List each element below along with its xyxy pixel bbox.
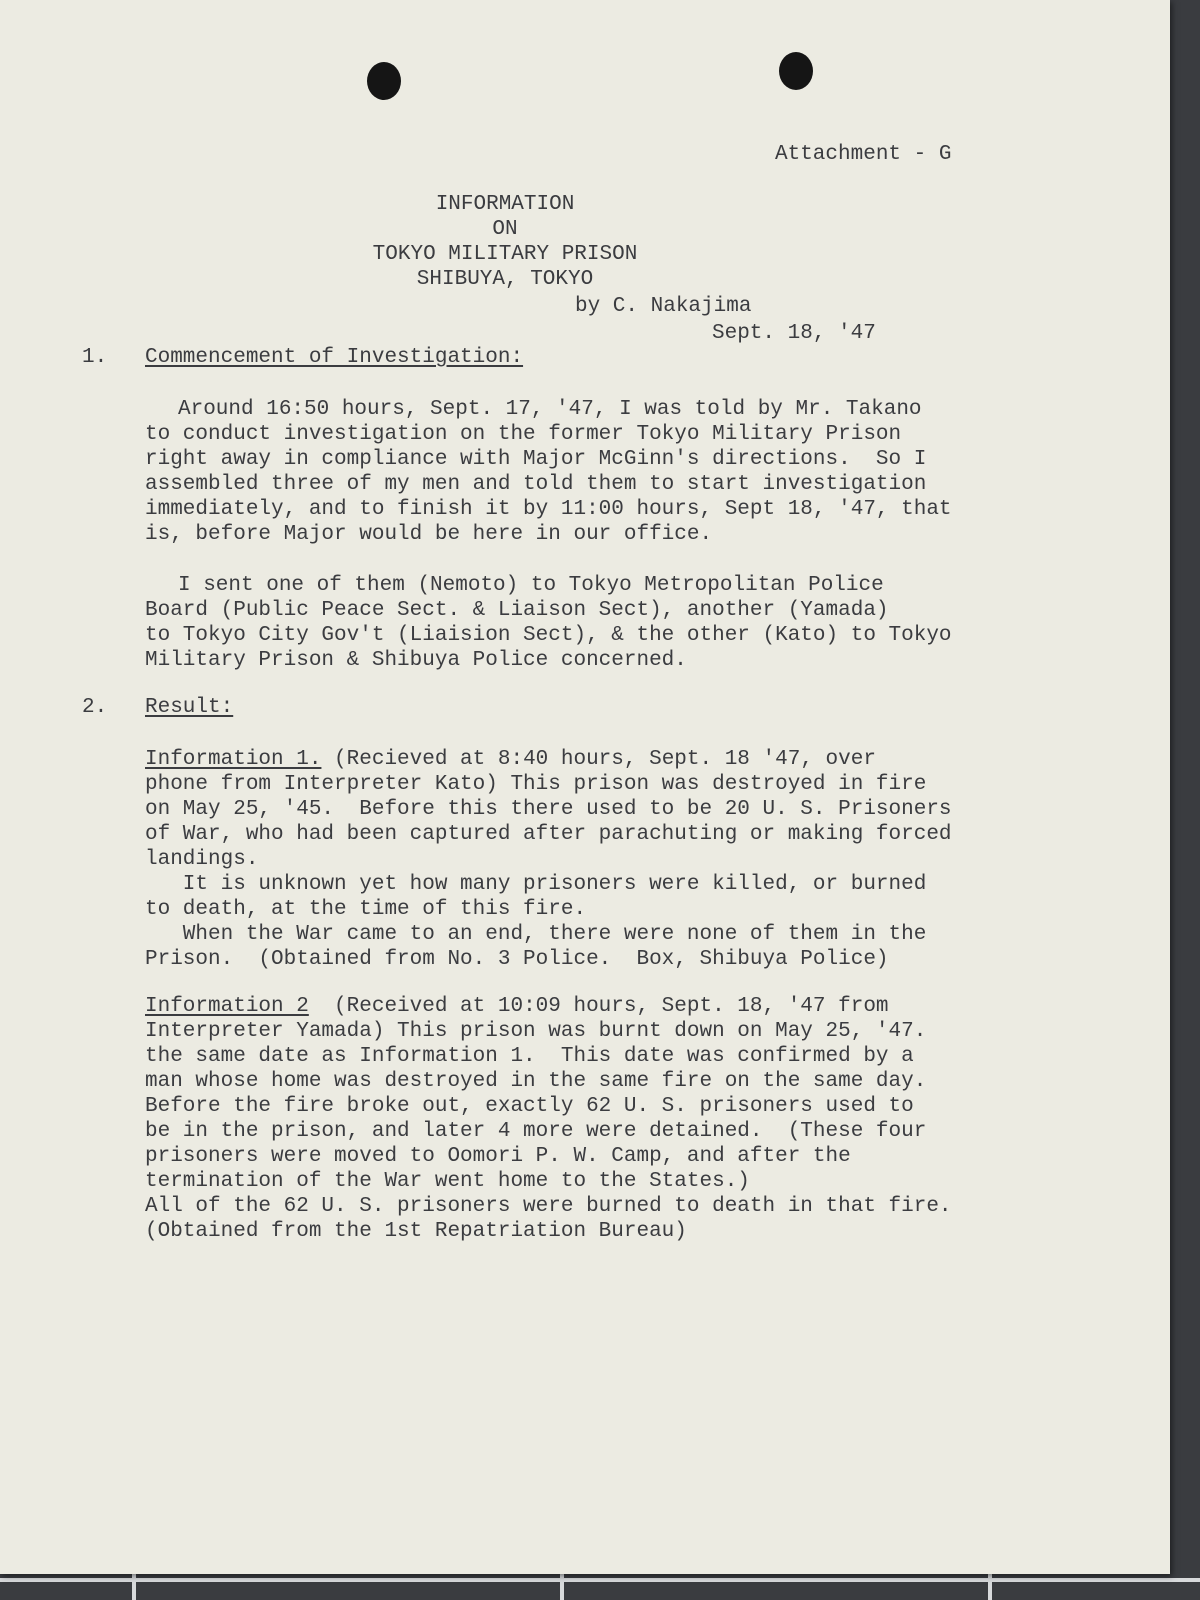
title-line-4: SHIBUYA, TOKYO [416, 268, 594, 291]
text-line: be in the prison, and later 4 more were detained. (These four [145, 1120, 927, 1143]
text-line: prisoners were moved to Oomori P. W. Camp, and after the [145, 1145, 851, 1168]
text-line: right away in compliance with Major McGinn's directions. So I [145, 448, 927, 471]
text-line: the same date as Information 1. This date was confirmed by a [145, 1045, 914, 1068]
text-line: I sent one of them (Nemoto) to Tokyo Metropolitan Police [178, 574, 884, 597]
text-line: Military Prison & Shibuya Police concerned. [145, 649, 687, 672]
attachment-label: Attachment - G [775, 143, 952, 166]
text-line: Around 16:50 hours, Sept. 17, '47, I was told by Mr. Takano [178, 398, 922, 421]
text-line: phone from Interpreter Kato) This prison was destroyed in fire [145, 773, 927, 796]
text-line: to death, at the time of this fire. [145, 898, 587, 921]
text-line: to Tokyo City Gov't (Liaision Sect), & the other (Kato) to Tokyo [145, 624, 952, 647]
text-line: is, before Major would be here in our office. [145, 523, 713, 546]
text-line: termination of the War went home to the States.) [145, 1170, 750, 1193]
text-line: (Obtained from the 1st Repatriation Bureau) [145, 1220, 687, 1243]
text-line: Board (Public Peace Sect. & Liaison Sect), another (Yamada) [145, 599, 889, 622]
text-line: to conduct investigation on the former Tokyo Military Prison [145, 423, 902, 446]
section-1-heading: Commencement of Investigation: [145, 346, 524, 369]
information-1-first-line [145, 748, 876, 773]
information-1-intro: (Recieved at 8:40 hours, Sept. 18 '47, over [321, 748, 876, 771]
information-2-intro: (Received at 10:09 hours, Sept. 18, '47 from [308, 995, 889, 1018]
section-2-number: 2. [82, 696, 108, 719]
document-date: Sept. 18, '47 [712, 322, 876, 345]
text-line: assembled three of my men and told them to start investigation [145, 473, 927, 496]
punch-hole-right [779, 52, 813, 90]
text-line: Prison. (Obtained from No. 3 Police. Box, Shibuya Police) [145, 948, 889, 971]
text-line: It is unknown yet how many prisoners were killed, or burned [145, 873, 927, 896]
information-1-label: Information 1. [145, 748, 322, 771]
text-line: When the War came to an end, there were none of them in the [145, 923, 927, 946]
text-line: man whose home was destroyed in the same fire on the same day. [145, 1070, 927, 1093]
title-line-2: ON [492, 218, 518, 241]
text-line: Before the fire broke out, exactly 62 U. S. prisoners used to [145, 1095, 914, 1118]
section-1-number: 1. [82, 346, 108, 369]
text-line: All of the 62 U. S. prisoners were burned to death in that fire. [145, 1195, 952, 1218]
text-line: Interpreter Yamada) This prison was burnt down on May 25, '47. [145, 1020, 927, 1043]
text-line: on May 25, '45. Before this there used to be 20 U. S. Prisoners [145, 798, 952, 821]
title-line-3: TOKYO MILITARY PRISON [372, 243, 638, 266]
text-line: landings. [145, 848, 259, 871]
section-2-heading: Result: [145, 696, 234, 719]
information-2-label: Information 2 [145, 995, 309, 1018]
floor-tile-line [0, 1578, 1200, 1582]
byline: by C. Nakajima [575, 295, 752, 318]
punch-hole-left [367, 62, 401, 100]
title-line-1: INFORMATION [435, 193, 575, 216]
text-line: immediately, and to finish it by 11:00 hours, Sept 18, '47, that [145, 498, 952, 521]
text-line: of War, who had been captured after parachuting or making forced [145, 823, 952, 846]
information-2-first-line [145, 995, 889, 1020]
